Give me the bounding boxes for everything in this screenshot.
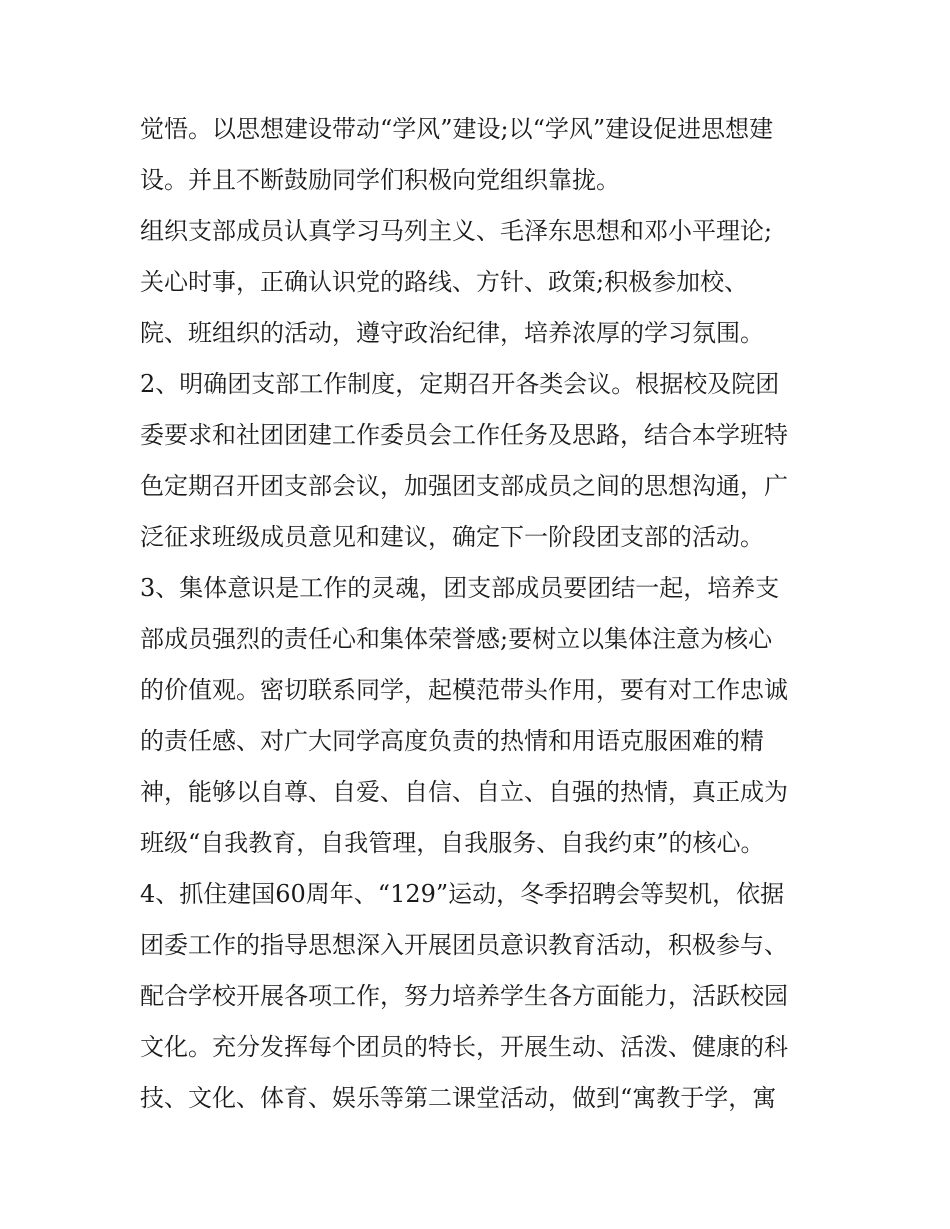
text-line: 委要求和社团团建工作委员会工作任务及思路，结合本学班特	[140, 421, 788, 449]
body-text	[140, 104, 830, 1124]
text-line: 设。并且不断鼓励同学们积极向党组织靠拢。	[140, 166, 620, 194]
text-line: 的价值观。密切联系同学，起模范带头作用，要有对工作忠诚	[140, 676, 788, 704]
text-line: 3、集体意识是工作的灵魂，团支部成员要团结一起，培养支	[140, 574, 780, 602]
text-line: 部成员强烈的责任心和集体荣誉感;要树立以集体注意为核心	[140, 625, 773, 653]
text-line: 2、明确团支部工作制度，定期召开各类会议。根据校及院团	[140, 370, 780, 398]
text-line: 泛征求班级成员意见和建议，确定下一阶段团支部的活动。	[140, 523, 764, 551]
text-line: 神，能够以自尊、自爱、自信、自立、自强的热情，真正成为	[140, 778, 788, 806]
text-line: 团委工作的指导思想深入开展团员意识教育活动，积极参与、	[140, 931, 788, 959]
text-line: 组织支部成员认真学习马列主义、毛泽东思想和邓小平理论;	[140, 217, 773, 245]
text-line: 关心时事，正确认识党的路线、方针、政策;积极参加校、	[140, 268, 749, 296]
text-line: 文化。充分发挥每个团员的特长，开展生动、活泼、健康的科	[140, 1033, 788, 1061]
text-line: 院、班组织的活动，遵守政治纪律，培养浓厚的学习氛围。	[140, 319, 764, 347]
text-line: 的责任感、对广大同学高度负责的热情和用语克服困难的精	[140, 727, 764, 755]
text-line: 技、文化、体育、娱乐等第二课堂活动，做到“寓教于学，寓	[140, 1084, 777, 1112]
text-line: 4、抓住建国60周年、“129”运动，冬季招聘会等契机，依据	[140, 880, 785, 908]
text-line: 色定期召开团支部会议，加强团支部成员之间的思想沟通，广	[140, 472, 788, 500]
text-line: 班级“自我教育，自我管理，自我服务、自我约束”的核心。	[140, 829, 765, 857]
text-line: 配合学校开展各项工作，努力培养学生各方面能力，活跃校园	[140, 982, 788, 1010]
text-line: 觉悟。以思想建设带动“学风”建设;以“学风”建设促进思想建	[140, 115, 774, 143]
